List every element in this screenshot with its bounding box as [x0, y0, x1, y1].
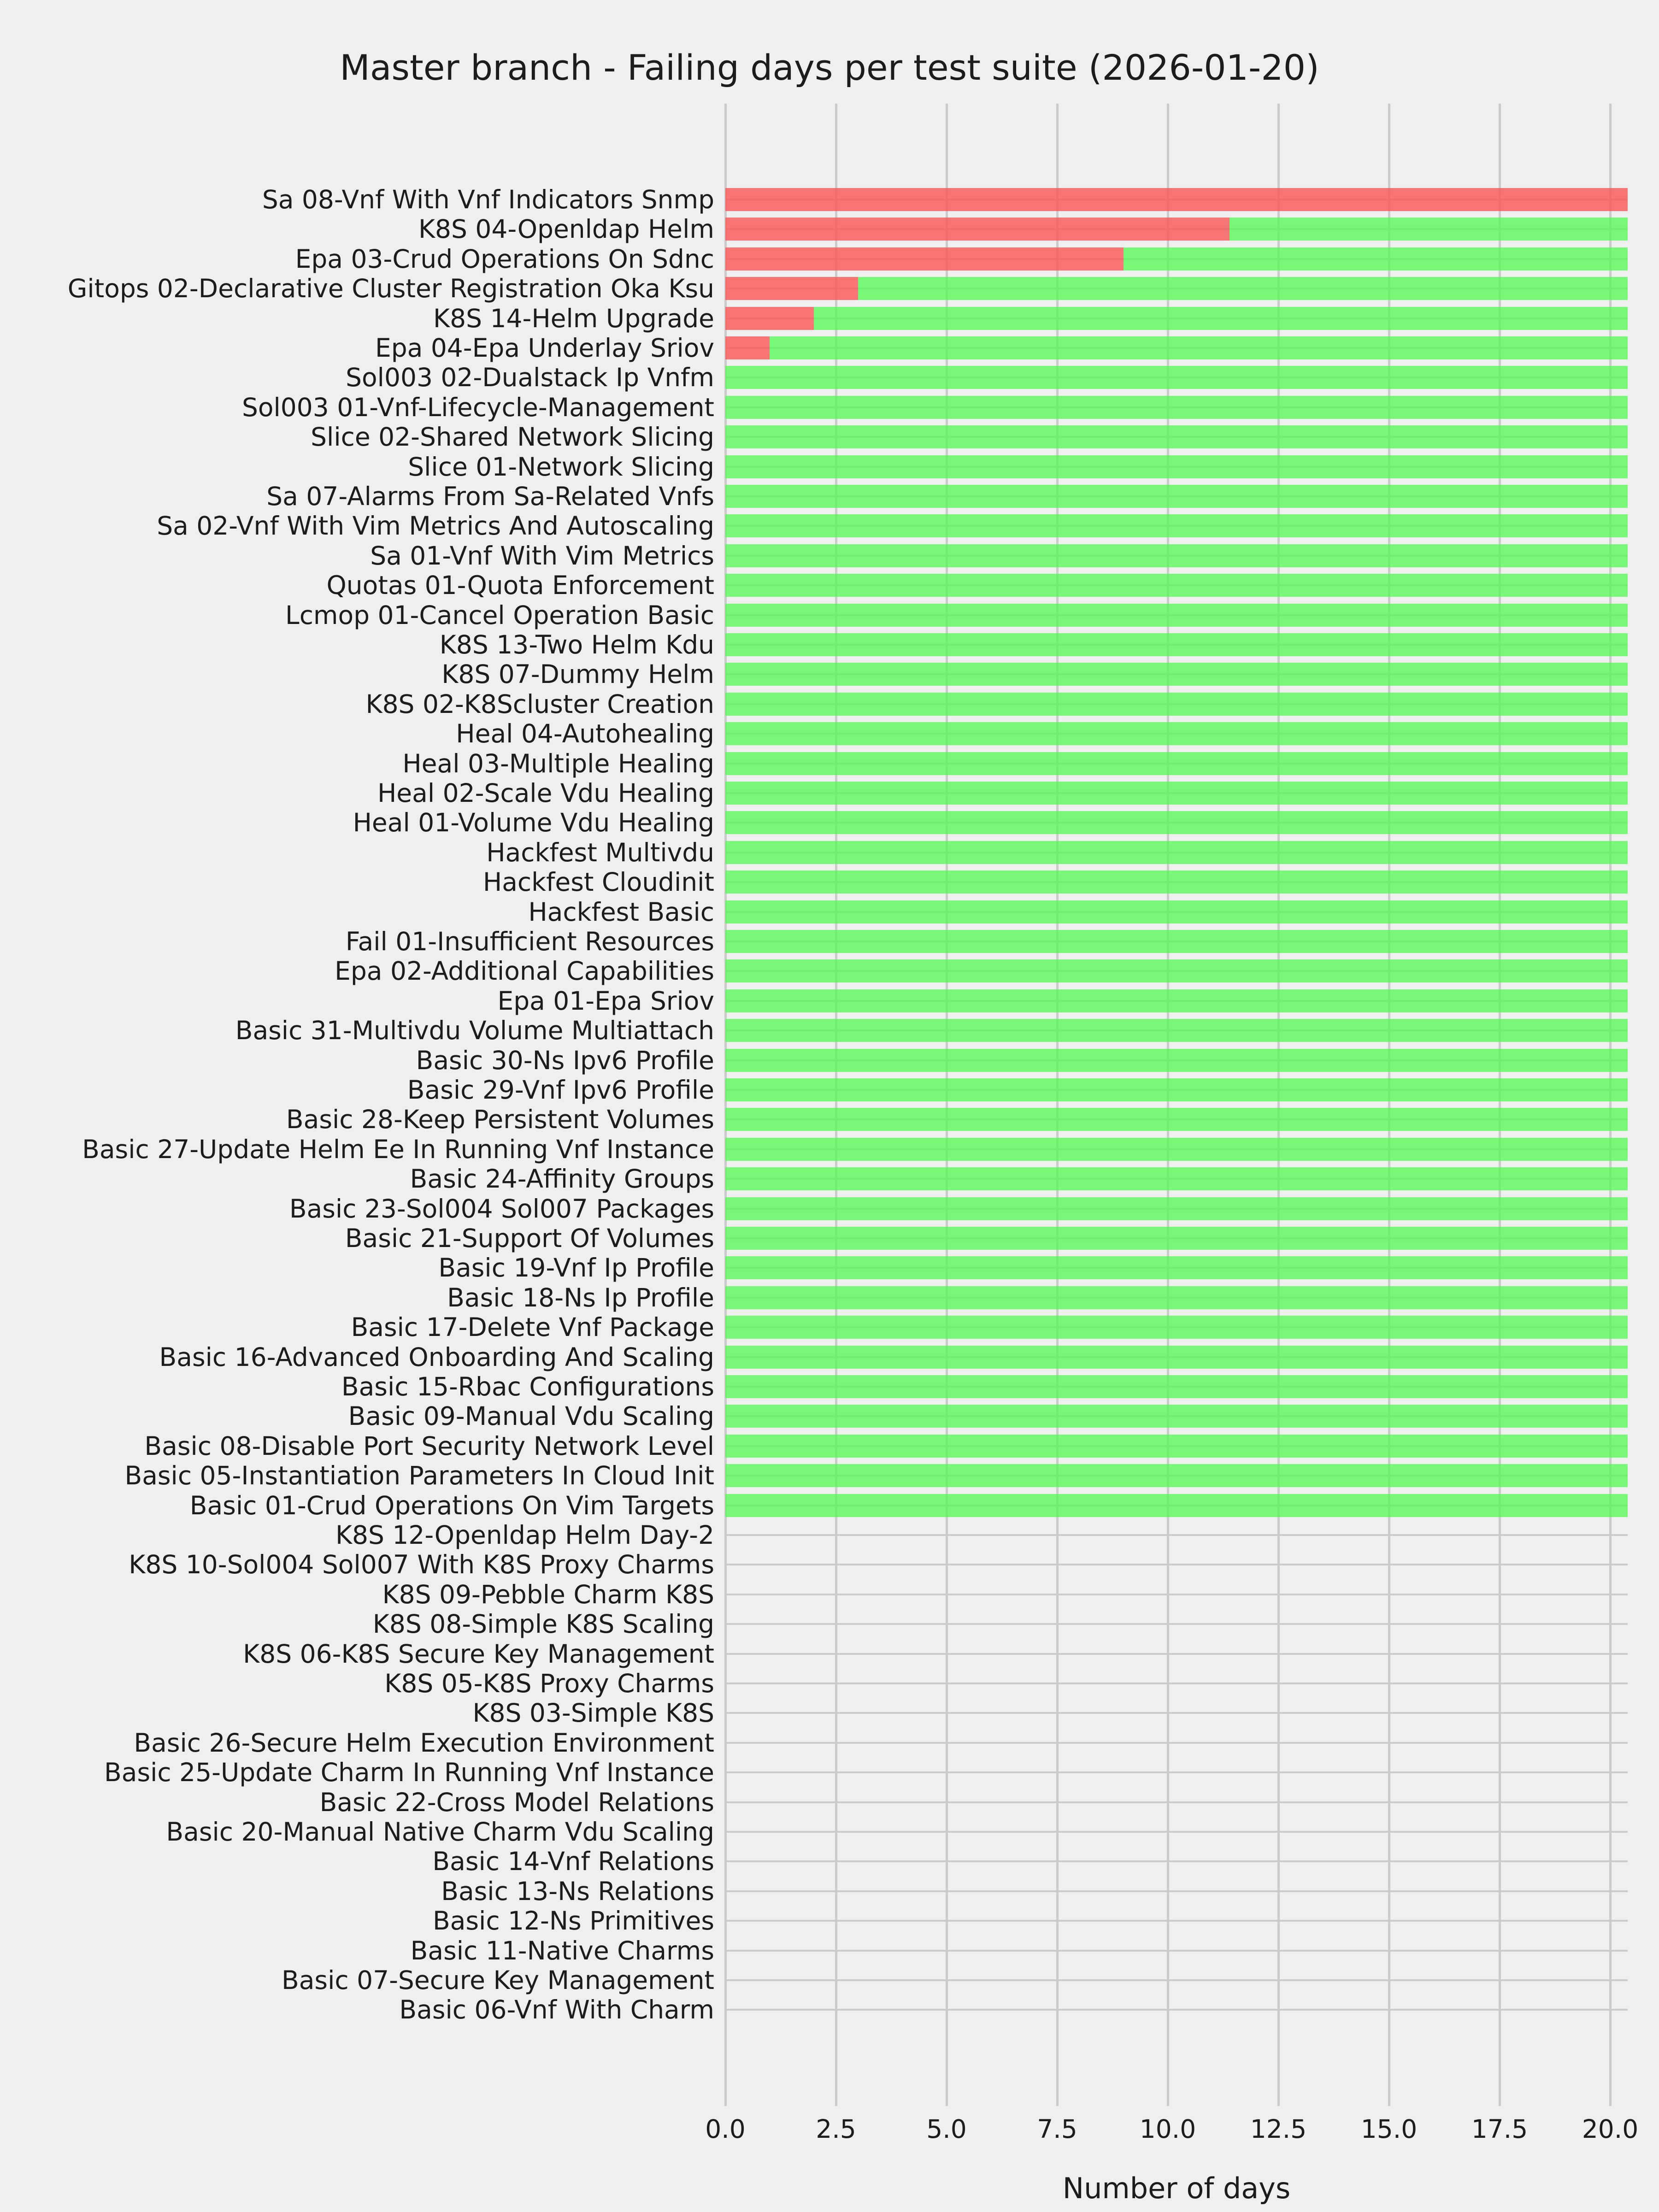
- passing-days-segment: [725, 693, 1628, 716]
- y-tick-label: Slice 02-Shared Network Slicing: [311, 422, 714, 452]
- y-tick-label: Basic 13-Ns Relations: [441, 1876, 714, 1906]
- failing-days-segment: [725, 307, 814, 330]
- failing-days-segment: [725, 277, 858, 300]
- y-tick-label: K8S 07-Dummy Helm: [441, 659, 714, 689]
- y-tick-label: Fail 01-Insufficient Resources: [345, 927, 714, 956]
- y-tick-label: Gitops 02-Declarative Cluster Registration Oka Ksu: [67, 274, 714, 304]
- y-tick-label: K8S 04-Openldap Helm: [418, 214, 714, 244]
- passing-days-segment: [725, 959, 1628, 982]
- test-suite-bar: [725, 1049, 1628, 1072]
- test-suite-bar: [725, 1138, 1628, 1161]
- y-tick-label: Basic 06-Vnf With Charm: [399, 1995, 714, 2025]
- test-suite-bar: [725, 1197, 1628, 1220]
- test-suite-bar: [725, 1167, 1628, 1190]
- test-suite-bar: [725, 574, 1628, 597]
- passing-days-segment: [725, 1049, 1628, 1072]
- passing-days-segment: [725, 544, 1628, 567]
- failing-days-segment: [725, 247, 1124, 271]
- passing-days-segment: [725, 841, 1628, 864]
- passing-days-segment: [725, 1316, 1628, 1339]
- y-tick-label: K8S 12-Openldap Helm Day-2: [335, 1520, 714, 1550]
- y-gridline: [725, 1771, 1628, 1773]
- test-suite-bar: [725, 188, 1628, 211]
- passing-days-segment: [725, 1286, 1628, 1309]
- passing-days-segment: [814, 307, 1628, 330]
- y-gridline: [725, 1712, 1628, 1714]
- x-tick-label: 0.0: [705, 2114, 746, 2144]
- y-gridline: [725, 1831, 1628, 1833]
- passing-days-segment: [725, 485, 1628, 508]
- test-suite-bar: [725, 336, 1628, 359]
- passing-days-segment: [725, 514, 1628, 537]
- test-suite-bar: [725, 871, 1628, 894]
- test-suite-bar: [725, 307, 1628, 330]
- passing-days-segment: [725, 1464, 1628, 1487]
- y-tick-label: Sa 01-Vnf With Vim Metrics: [370, 541, 714, 571]
- y-gridline: [725, 1801, 1628, 1803]
- y-tick-label: Basic 20-Manual Native Charm Vdu Scaling: [166, 1817, 714, 1847]
- y-tick-label: Sa 08-Vnf With Vnf Indicators Snmp: [262, 185, 714, 214]
- passing-days-segment: [725, 574, 1628, 597]
- passing-days-segment: [725, 1256, 1628, 1279]
- y-tick-label: Basic 30-Ns Ipv6 Profile: [416, 1045, 714, 1075]
- test-suite-bar: [725, 425, 1628, 448]
- passing-days-segment: [725, 366, 1628, 389]
- y-tick-label: Basic 26-Secure Helm Execution Environment: [134, 1728, 714, 1758]
- y-tick-label: Heal 02-Scale Vdu Healing: [377, 778, 714, 808]
- y-tick-label: Basic 09-Manual Vdu Scaling: [348, 1401, 714, 1431]
- test-suite-bar: [725, 722, 1628, 745]
- y-tick-label: Hackfest Cloudinit: [482, 867, 714, 897]
- y-tick-label: Basic 24-Affinity Groups: [410, 1164, 714, 1194]
- y-tick-label: Basic 25-Update Charm In Running Vnf Instance: [104, 1758, 714, 1788]
- test-suite-bar: [725, 1019, 1628, 1042]
- passing-days-segment: [725, 722, 1628, 745]
- y-tick-label: K8S 09-Pebble Charm K8S: [382, 1579, 714, 1609]
- y-tick-label: K8S 13-Two Helm Kdu: [439, 630, 714, 659]
- passing-days-segment: [725, 752, 1628, 775]
- y-gridline: [725, 1653, 1628, 1655]
- y-tick-label: Heal 04-Autohealing: [456, 719, 714, 749]
- x-tick-label: 15.0: [1360, 2114, 1418, 2144]
- y-tick-label: K8S 03-Simple K8S: [472, 1698, 714, 1728]
- y-tick-label: Heal 01-Volume Vdu Healing: [353, 808, 714, 838]
- test-suite-bar: [725, 752, 1628, 775]
- test-suite-bar: [725, 366, 1628, 389]
- y-tick-label: K8S 10-Sol004 Sol007 With K8S Proxy Charms: [129, 1550, 714, 1580]
- passing-days-segment: [725, 900, 1628, 924]
- test-suite-bar: [725, 930, 1628, 953]
- failing-days-segment: [725, 218, 1230, 241]
- passing-days-segment: [725, 1167, 1628, 1190]
- y-tick-label: Epa 04-Epa Underlay Sriov: [375, 333, 714, 363]
- test-suite-bar: [725, 514, 1628, 537]
- passing-days-segment: [725, 1494, 1628, 1517]
- y-gridline: [725, 1742, 1628, 1744]
- failing-days-segment: [725, 188, 1628, 211]
- y-tick-label: Basic 31-Multivdu Volume Multiattach: [235, 1016, 714, 1046]
- y-gridline: [725, 1860, 1628, 1862]
- test-suite-bar: [725, 1435, 1628, 1458]
- x-tick-label: 7.5: [1037, 2114, 1077, 2144]
- x-tick-label: 2.5: [816, 2114, 856, 2144]
- passing-days-segment: [1230, 218, 1628, 241]
- test-suite-bar: [725, 485, 1628, 508]
- test-suite-bar: [725, 1375, 1628, 1398]
- y-tick-label: Epa 03-Crud Operations On Sdnc: [295, 244, 714, 274]
- y-tick-label: Basic 15-Rbac Configurations: [341, 1372, 714, 1401]
- y-tick-label: Sa 02-Vnf With Vim Metrics And Autoscaling: [157, 511, 714, 541]
- y-gridline: [725, 1594, 1628, 1595]
- passing-days-segment: [725, 1435, 1628, 1458]
- y-gridline: [725, 1623, 1628, 1625]
- passing-days-segment: [725, 782, 1628, 805]
- passing-days-segment: [725, 989, 1628, 1012]
- test-suite-bar: [725, 1256, 1628, 1279]
- y-tick-label: Basic 01-Crud Operations On Vim Targets: [189, 1490, 714, 1520]
- test-suite-bar: [725, 396, 1628, 419]
- y-tick-label: Sa 07-Alarms From Sa-Related Vnfs: [266, 482, 714, 511]
- passing-days-segment: [725, 455, 1628, 478]
- test-suite-bar: [725, 693, 1628, 716]
- y-tick-label: Basic 05-Instantiation Parameters In Cloud Init: [124, 1461, 714, 1491]
- test-suite-bar: [725, 604, 1628, 627]
- test-suite-bar: [725, 1494, 1628, 1517]
- y-tick-label: Sol003 02-Dualstack Ip Vnfm: [346, 363, 714, 393]
- y-tick-label: Quotas 01-Quota Enforcement: [326, 571, 714, 600]
- passing-days-segment: [725, 1375, 1628, 1398]
- y-tick-label: Epa 02-Additional Capabilities: [335, 956, 714, 986]
- passing-days-segment: [725, 930, 1628, 953]
- passing-days-segment: [858, 277, 1628, 300]
- passing-days-segment: [725, 425, 1628, 448]
- passing-days-segment: [725, 811, 1628, 834]
- test-suite-bar: [725, 1464, 1628, 1487]
- passing-days-segment: [1124, 247, 1628, 271]
- test-suite-bar: [725, 900, 1628, 924]
- y-tick-label: Lcmop 01-Cancel Operation Basic: [285, 600, 714, 630]
- x-tick-label: 10.0: [1139, 2114, 1196, 2144]
- y-tick-label: Basic 27-Update Helm Ee In Running Vnf Instance: [82, 1134, 714, 1164]
- test-suite-bar: [725, 1286, 1628, 1309]
- y-tick-label: K8S 02-K8Scluster Creation: [365, 689, 714, 719]
- passing-days-segment: [770, 336, 1628, 359]
- y-tick-label: Basic 11-Native Charms: [410, 1936, 714, 1965]
- test-suite-bar: [725, 1227, 1628, 1250]
- y-tick-label: Basic 07-Secure Key Management: [281, 1965, 714, 1995]
- failing-days-segment: [725, 336, 770, 359]
- y-tick-label: K8S 14-Helm Upgrade: [433, 303, 714, 333]
- y-gridline: [725, 1534, 1628, 1536]
- y-tick-label: K8S 08-Simple K8S Scaling: [372, 1609, 714, 1639]
- y-tick-label: Sol003 01-Vnf-Lifecycle-Management: [241, 392, 714, 422]
- passing-days-segment: [725, 1138, 1628, 1161]
- test-suite-bar: [725, 1108, 1628, 1131]
- test-suite-bar: [725, 811, 1628, 834]
- x-axis-label: Number of days: [1062, 2171, 1291, 2205]
- y-tick-label: Basic 21-Support Of Volumes: [345, 1224, 714, 1253]
- test-suite-bar: [725, 782, 1628, 805]
- y-gridline: [725, 1683, 1628, 1684]
- x-tick-label: 12.5: [1250, 2114, 1307, 2144]
- plot-area: [725, 104, 1628, 2106]
- y-tick-label: Basic 14-Vnf Relations: [432, 1847, 714, 1877]
- y-gridline: [725, 1979, 1628, 1981]
- x-tick-label: 17.5: [1471, 2114, 1528, 2144]
- passing-days-segment: [725, 871, 1628, 894]
- y-tick-label: Hackfest Basic: [528, 897, 714, 927]
- passing-days-segment: [725, 663, 1628, 686]
- test-suite-bar: [725, 218, 1628, 241]
- y-tick-label: Epa 01-Epa Sriov: [497, 986, 714, 1016]
- y-gridline: [725, 1950, 1628, 1952]
- test-suite-bar: [725, 989, 1628, 1012]
- y-tick-label: Basic 28-Keep Persistent Volumes: [286, 1105, 714, 1135]
- y-tick-label: K8S 06-K8S Secure Key Management: [243, 1639, 714, 1669]
- test-suite-bar: [725, 277, 1628, 300]
- test-suite-bar: [725, 247, 1628, 271]
- chart-title: Master branch - Failing days per test suite (2026-01-20): [340, 47, 1319, 88]
- y-tick-label: Basic 29-Vnf Ipv6 Profile: [407, 1075, 714, 1105]
- y-tick-label: Basic 08-Disable Port Security Network Level: [144, 1431, 714, 1461]
- test-suite-bar: [725, 841, 1628, 864]
- test-suite-bar: [725, 1405, 1628, 1428]
- y-gridline: [725, 1564, 1628, 1565]
- y-tick-label: Hackfest Multivdu: [486, 837, 714, 867]
- y-tick-label: Heal 03-Multiple Healing: [402, 748, 714, 778]
- test-suite-bar: [725, 959, 1628, 982]
- y-gridline: [725, 2009, 1628, 2011]
- x-tick-label: 20.0: [1582, 2114, 1639, 2144]
- y-gridline: [725, 1920, 1628, 1922]
- y-tick-label: Basic 17-Delete Vnf Package: [351, 1312, 714, 1342]
- test-suite-bar: [725, 633, 1628, 656]
- test-suite-bar: [725, 544, 1628, 567]
- y-tick-label: Basic 12-Ns Primitives: [432, 1906, 714, 1936]
- y-tick-label: Basic 23-Sol004 Sol007 Packages: [289, 1194, 714, 1224]
- passing-days-segment: [725, 633, 1628, 656]
- y-tick-label: Basic 18-Ns Ip Profile: [447, 1282, 714, 1312]
- test-suite-bar: [725, 1316, 1628, 1339]
- y-tick-label: Basic 22-Cross Model Relations: [319, 1787, 714, 1817]
- passing-days-segment: [725, 1019, 1628, 1042]
- passing-days-segment: [725, 1227, 1628, 1250]
- y-tick-label: Basic 16-Advanced Onboarding And Scaling: [159, 1342, 714, 1372]
- passing-days-segment: [725, 1346, 1628, 1369]
- y-tick-label: Basic 19-Vnf Ip Profile: [438, 1253, 714, 1283]
- passing-days-segment: [725, 1108, 1628, 1131]
- y-gridline: [725, 1890, 1628, 1892]
- passing-days-segment: [725, 396, 1628, 419]
- passing-days-segment: [725, 604, 1628, 627]
- passing-days-segment: [725, 1405, 1628, 1428]
- test-suite-bar: [725, 663, 1628, 686]
- y-tick-label: Slice 01-Network Slicing: [408, 452, 714, 482]
- test-suite-bar: [725, 455, 1628, 478]
- passing-days-segment: [725, 1078, 1628, 1101]
- test-suite-bar: [725, 1346, 1628, 1369]
- x-tick-label: 5.0: [926, 2114, 967, 2144]
- y-tick-label: K8S 05-K8S Proxy Charms: [384, 1669, 714, 1698]
- passing-days-segment: [725, 1197, 1628, 1220]
- test-suite-bar: [725, 1078, 1628, 1101]
